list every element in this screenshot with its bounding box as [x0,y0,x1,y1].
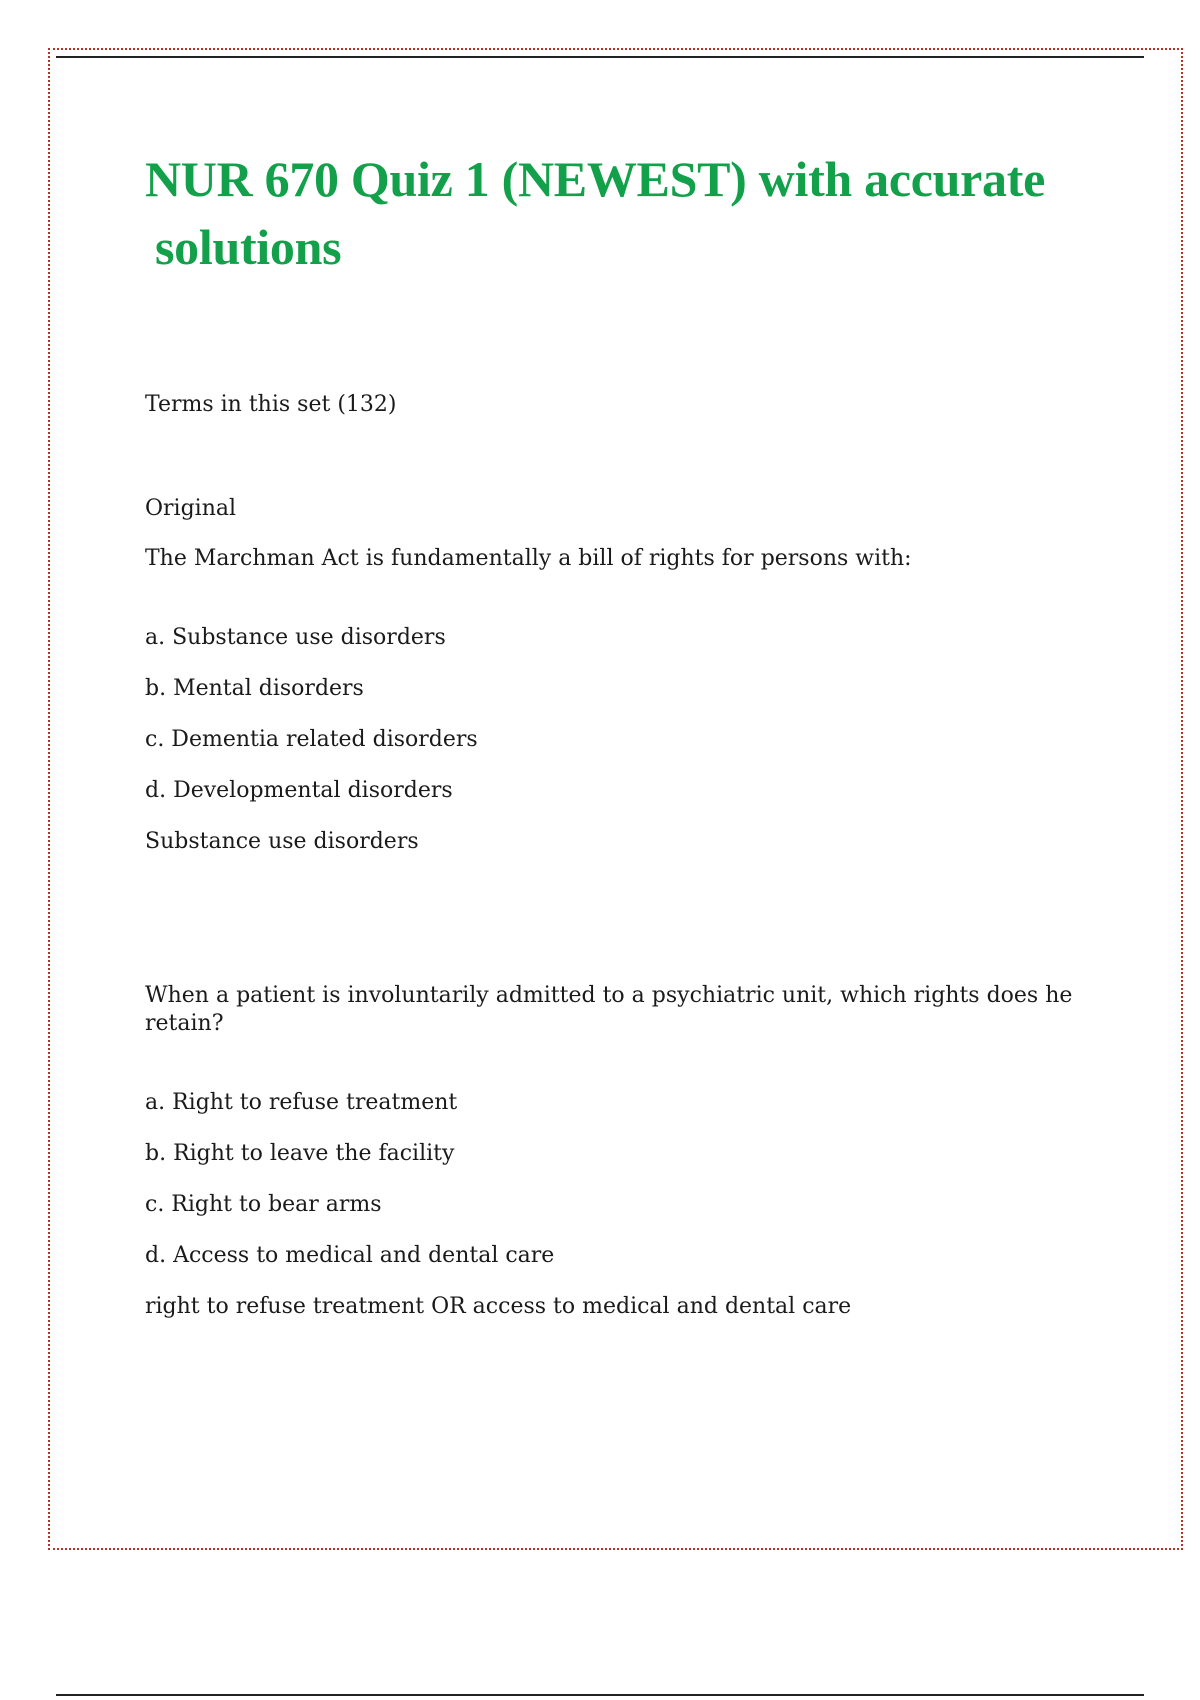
option-b: b. Right to leave the facility [145,1141,455,1166]
document-body [145,145,1105,1321]
option-c: c. Right to bear arms [145,1192,382,1217]
option-b: b. Mental disorders [145,676,364,701]
option-a: a. Right to refuse treatment [145,1090,458,1115]
question-1-options [145,624,1105,805]
title-line-2: solutions [155,219,342,275]
question-2-text: When a patient is involuntarily admitted to a psychiatric unit, which rights does he retain? [145,983,1073,1036]
option-d: d. Developmental disorders [145,778,453,803]
question-1-text: The Marchman Act is fundamentally a bill of rights for persons with: [145,546,912,571]
question-2 [145,982,1105,1321]
question-2-answer: right to refuse treatment OR access to medical and dental care [145,1294,852,1319]
option-d: d. Access to medical and dental care [145,1243,555,1268]
terms-count: Terms in this set (132) [145,392,397,417]
document-title [145,145,1105,281]
question-1-label: Original [145,496,237,521]
title-line-1: NUR 670 Quiz 1 (NEWEST) with accurate [145,151,1045,207]
top-divider [56,56,1144,58]
option-c: c. Dementia related disorders [145,727,478,752]
question-2-options [145,1089,1105,1270]
question-1-answer: Substance use disorders [145,829,419,854]
option-a: a. Substance use disorders [145,625,446,650]
question-1 [145,495,1105,856]
bottom-divider [56,1694,1144,1696]
